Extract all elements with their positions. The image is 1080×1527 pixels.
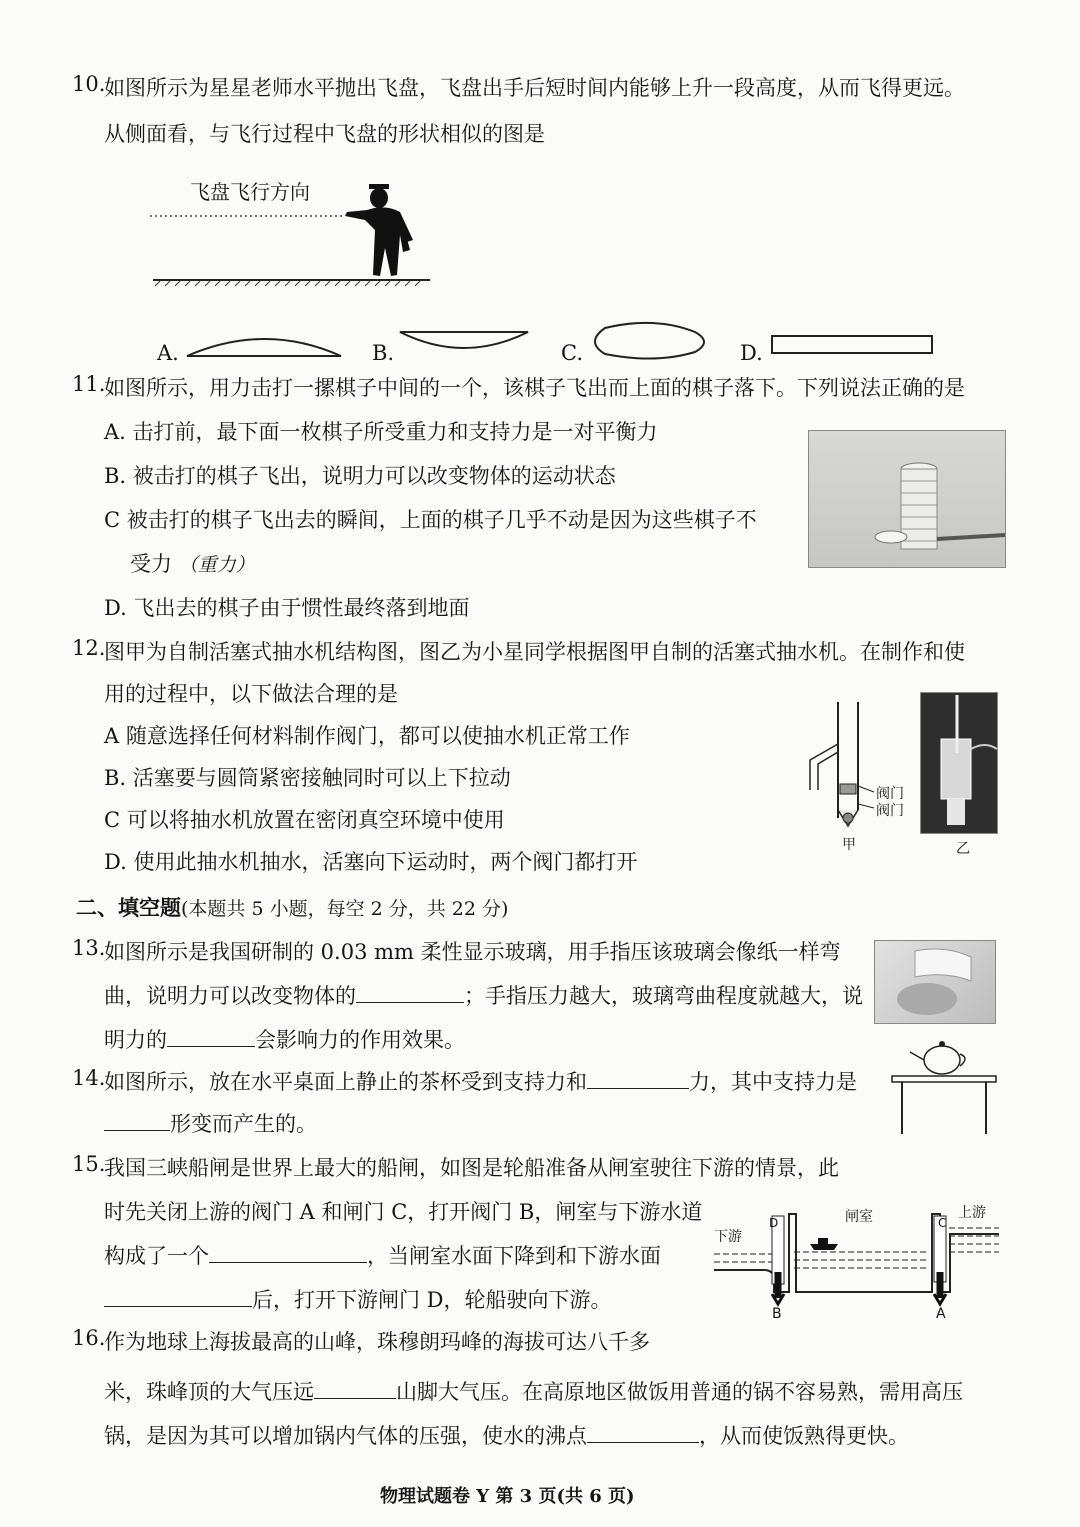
q15-number: 15. bbox=[72, 1152, 106, 1176]
q14-number: 14. bbox=[72, 1066, 106, 1090]
q16-stem-line1: 作为地球上海拔最高的山峰，珠穆朗玛峰的海拔可达八千多 bbox=[104, 1330, 650, 1354]
section2-title-text: 二、填空题 bbox=[76, 895, 181, 920]
q14-line1-text-a: 如图所示，放在水平桌面上静止的茶杯受到支持力和 bbox=[104, 1070, 587, 1094]
q12-number: 12. bbox=[72, 636, 106, 660]
q13-line2-text-b: ；手指压力越大，玻璃弯曲程度就越大，说 bbox=[464, 984, 863, 1008]
q12-stem-line2: 用的过程中，以下做法合理的是 bbox=[104, 682, 398, 706]
q12-option-c: C 可以将抽水机放置在密闭真空环境中使用 bbox=[104, 808, 505, 832]
q15-answer-blank-1[interactable] bbox=[209, 1242, 367, 1263]
frisbee-thrower-figure bbox=[145, 180, 445, 295]
q11-option-c-line1: C 被击打的棋子飞出去的瞬间，上面的棋子几乎不动是因为这些棋子不 bbox=[104, 508, 757, 532]
q12-option-d: D. 使用此抽水机抽水，活塞向下运动时，两个阀门都打开 bbox=[104, 850, 638, 874]
q13-stem-line3 bbox=[104, 1024, 465, 1054]
q15-label-gate-c: C bbox=[938, 1216, 947, 1230]
q15-stem-line4 bbox=[104, 1284, 612, 1314]
q16-stem-line3 bbox=[104, 1420, 909, 1450]
q16-line3-text-b: ，从而使饭熟得更快。 bbox=[699, 1424, 909, 1448]
q16-number: 16. bbox=[72, 1326, 106, 1350]
q12-stem-line1: 图甲为自制活塞式抽水机结构图，图乙为小星同学根据图甲自制的活塞式抽水机。在制作和使 bbox=[104, 640, 965, 664]
q15-stem-line1: 我国三峡船闸是世界上最大的船闸，如图是轮船准备从闸室驶往下游的情景，此 bbox=[104, 1156, 839, 1180]
q11-option-c-line2 bbox=[130, 548, 255, 578]
q10-option-c-shape bbox=[585, 322, 715, 362]
q10-option-b-shape bbox=[398, 328, 533, 362]
q13-stem-line2 bbox=[104, 980, 863, 1010]
q15-line3-text-a: 构成了一个 bbox=[104, 1244, 209, 1268]
q10-stem-line1: 如图所示为星星老师水平抛出飞盘，飞盘出手后短时间内能够上升一段高度，从而飞得更远。 bbox=[104, 76, 965, 100]
q15-label-valve-a: A bbox=[936, 1306, 946, 1322]
q13-flexible-glass-photo bbox=[874, 940, 996, 1024]
q10-option-d-shape bbox=[770, 334, 935, 356]
q10-option-b-label: B. bbox=[372, 341, 395, 365]
q10-number: 10. bbox=[72, 72, 106, 96]
q12-valve-label-2: 阀门 bbox=[876, 803, 904, 819]
section2-note: (本题共 5 小题，每空 2 分，共 22 分) bbox=[181, 898, 509, 920]
q15-stem-line3 bbox=[104, 1240, 661, 1270]
q16-line2-text-b: 山脚大气压。在高原地区做饭用普通的锅不容易熟，需用高压 bbox=[396, 1380, 963, 1404]
q11-stem: 如图所示，用力击打一摞棋子中间的一个，该棋子飞出而上面的棋子落下。下列说法正确的是 bbox=[104, 376, 965, 400]
q11-option-d: D. 飞出去的棋子由于惯性最终落到地面 bbox=[104, 596, 470, 620]
q12-figure-jia-label: 甲 bbox=[842, 837, 856, 853]
q14-answer-blank-1[interactable] bbox=[587, 1068, 689, 1089]
q14-line2-text-b: 形变而产生的。 bbox=[170, 1112, 317, 1136]
q15-label-downstream: 下游 bbox=[714, 1229, 742, 1245]
q16-stem-line2 bbox=[104, 1376, 963, 1406]
q15-line4-text-b: 后，打开下游闸门 D，轮船驶向下游。 bbox=[252, 1288, 612, 1312]
q11-option-b: B. 被击打的棋子飞出，说明力可以改变物体的运动状态 bbox=[104, 464, 616, 488]
q13-line3-text-a: 明力的 bbox=[104, 1028, 167, 1052]
q11-handwritten-note: （重力） bbox=[178, 554, 255, 576]
q10-option-a-shape bbox=[185, 328, 345, 362]
q11-chess-pieces-photo bbox=[808, 430, 1006, 568]
q15-label-valve-b: B bbox=[772, 1306, 782, 1322]
q15-label-chamber: 闸室 bbox=[845, 1209, 873, 1225]
q12-option-a: A 随意选择任何材料制作阀门，都可以使抽水机正常工作 bbox=[104, 724, 630, 748]
q14-stem-line2 bbox=[104, 1108, 317, 1138]
q13-line2-text-a: 曲，说明力可以改变物体的 bbox=[104, 984, 356, 1008]
section2-title bbox=[76, 892, 508, 922]
q13-line3-text-b: 会影响力的作用效果。 bbox=[255, 1028, 465, 1052]
q14-answer-blank-2[interactable] bbox=[104, 1110, 170, 1131]
q14-teapot-table-figure bbox=[890, 1038, 1000, 1138]
q11-option-c-text: 受力 bbox=[130, 552, 172, 576]
q12-pump-photo-yi bbox=[920, 692, 998, 834]
q15-label-upstream: 上游 bbox=[958, 1205, 986, 1221]
q10-option-a-label: A. bbox=[157, 341, 179, 365]
q13-stem-line1: 如图所示是我国研制的 0.03 mm 柔性显示玻璃，用手指压该玻璃会像纸一样弯 bbox=[104, 940, 841, 964]
q13-answer-blank-1[interactable] bbox=[356, 982, 464, 1003]
q15-answer-blank-2[interactable] bbox=[104, 1286, 252, 1307]
q12-valve-label-1: 阀门 bbox=[876, 786, 904, 802]
q15-label-gate-d: D bbox=[769, 1216, 779, 1230]
q10-option-c-label: C. bbox=[561, 341, 583, 365]
q16-answer-blank-1[interactable] bbox=[314, 1378, 396, 1399]
q16-line3-text-a: 锅，是因为其可以增加锅内气体的压强，使水的沸点 bbox=[104, 1424, 587, 1448]
q16-answer-blank-2[interactable] bbox=[587, 1422, 699, 1443]
q13-answer-blank-2[interactable] bbox=[167, 1026, 255, 1047]
q11-number: 11. bbox=[72, 372, 106, 396]
page-footer: 物理试题卷 Y 第 3 页(共 6 页) bbox=[380, 1486, 635, 1507]
q14-line1-text-b: 力，其中支持力是 bbox=[689, 1070, 857, 1094]
q16-line2-text-a: 米，珠峰顶的大气压远 bbox=[104, 1380, 314, 1404]
q12-option-b: B. 活塞要与圆筒紧密接触同时可以上下拉动 bbox=[104, 766, 511, 790]
q15-line3-text-b: ，当闸室水面下降到和下游水面 bbox=[367, 1244, 661, 1268]
q10-option-d-label: D. bbox=[740, 341, 763, 365]
q14-stem-line1 bbox=[104, 1066, 857, 1096]
q15-stem-line2: 时先关闭上游的阀门 A 和闸门 C，打开阀门 B，闸室与下游水道 bbox=[104, 1200, 703, 1224]
q10-figure-label: 飞盘飞行方向 bbox=[190, 180, 310, 204]
q13-number: 13. bbox=[72, 936, 106, 960]
q10-stem-line2: 从侧面看，与飞行过程中飞盘的形状相似的图是 bbox=[104, 122, 545, 146]
q12-figure-yi-label: 乙 bbox=[956, 841, 970, 857]
q11-option-a: A. 击打前，最下面一枚棋子所受重力和支持力是一对平衡力 bbox=[104, 420, 658, 444]
